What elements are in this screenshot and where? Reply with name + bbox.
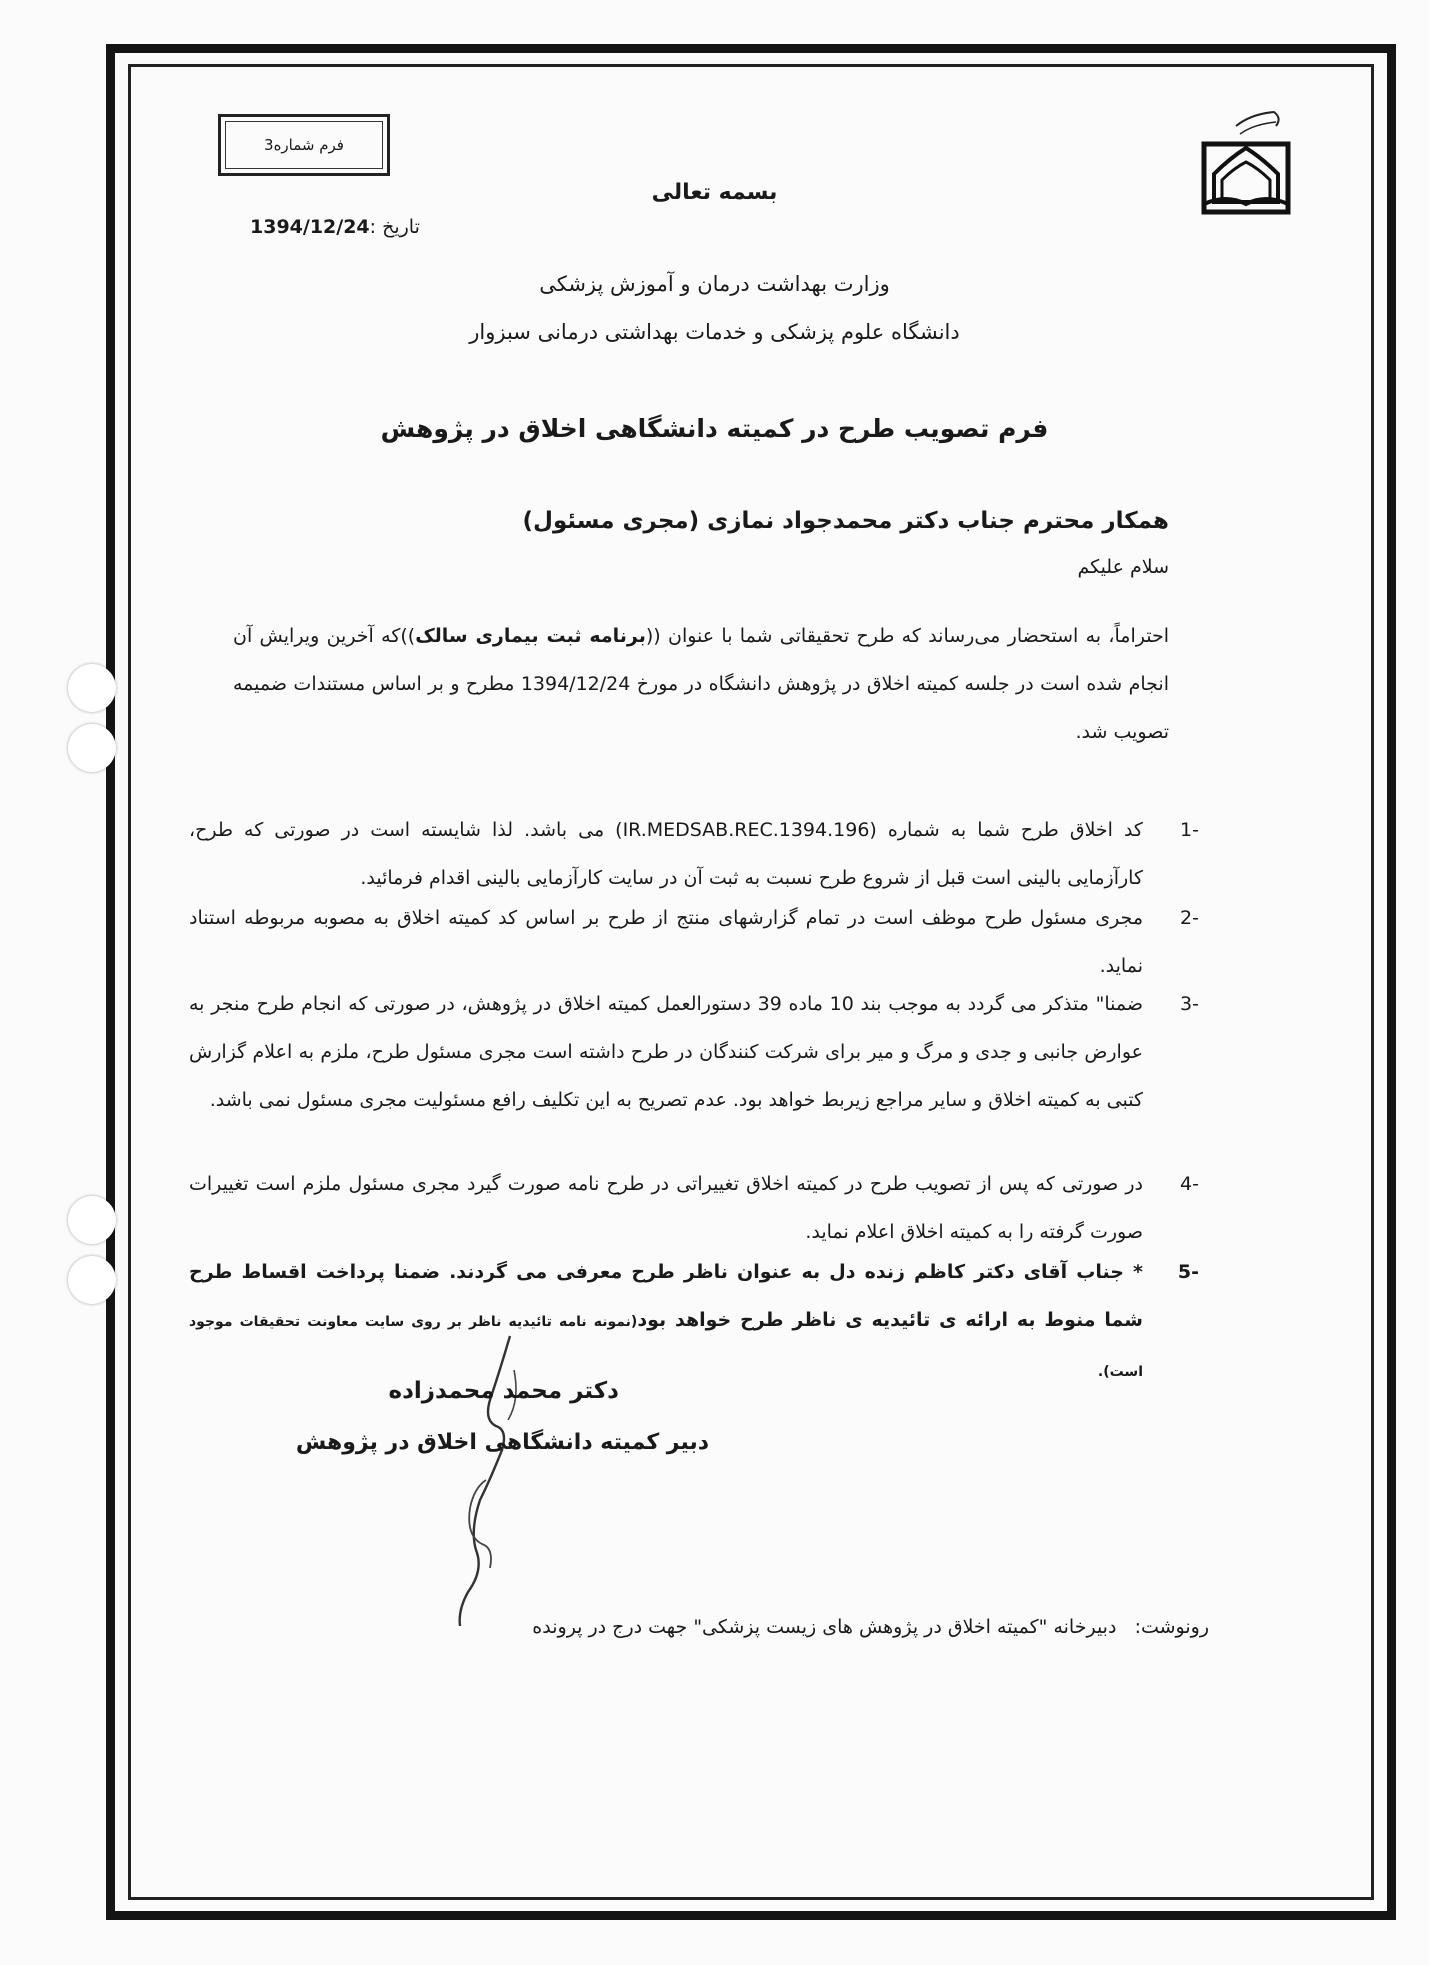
list-item-text: در صورتی که پس از تصویب طرح در کمیته اخلاق تغییراتی در طرح نامه صورت گیرد مجری مسئول ملزم است تغییرات صورت گرفته را به کمیته اخلاق اعلام نماید. — [189, 1173, 1143, 1243]
signatory-title: دبیر کمیته دانشگاهی اخلاق در پژوهش — [295, 1430, 709, 1455]
list-item — [189, 894, 1199, 990]
signatory-name: دکتر محمد محمدزاده — [388, 1378, 619, 1404]
form-number-box — [218, 114, 390, 176]
list-item-text: ضمنا" متذکر می گردد به موجب بند 10 ماده 39 دستورالعمل کمیته اخلاق در پژوهش، در صورتی که انجام طرح منجر به عوارض جانبی و جدی و مرگ و میر برای شرکت کنندگان در طرح داشته است مجری مسئول طرح، ملزم به اعلام گزارش کتبی به کمیته اخلاق و سایر مراجع زیربط خواهد بود. عدم تصریح به این تکلیف رافع مسئولیت مجری مسئول نمی باشد. — [189, 993, 1143, 1111]
project-title: برنامه ثبت بیماری سالک — [415, 625, 646, 647]
supervisor-text: * جناب آقای دکتر کاظم زنده دل به عنوان ناظر طرح معرفی می گردند. ضمنا پرداخت اقساط طرح شما منوط به ارائه ی تائیدیه ی ناظر طرح خواهد بود — [189, 1261, 1143, 1331]
intro-part2: ))که آخرین ویرایش آن انجام شده است در جلسه کمیته اخلاق در پژوهش دانشگاه در مورخ 1394/12/24 مطرح و بر اساس مستندات ضمیمه تصویب شد. — [233, 625, 1169, 743]
list-item-number: -5 — [1177, 1261, 1199, 1283]
list-item-number: -2 — [1180, 907, 1199, 929]
list-item-number: -3 — [1180, 993, 1199, 1015]
date-label: تاریخ : — [369, 216, 420, 238]
date-line — [250, 216, 420, 238]
list-item-number: -1 — [1180, 819, 1199, 841]
form-title: فرم تصویب طرح در کمیته دانشگاهی اخلاق در پژوهش — [380, 414, 1049, 443]
hole-punch-mark — [68, 664, 116, 712]
list-item — [189, 980, 1199, 1124]
list-item — [189, 806, 1199, 902]
list-item-text — [189, 1248, 1143, 1396]
cc-text: دبیرخانه "کمیته اخلاق در پژوهش های زیست پزشکی" جهت درج در پرونده — [532, 1616, 1117, 1638]
hole-punch-mark — [68, 724, 116, 772]
university-name: دانشگاه علوم پزشکی و خدمات بهداشتی درمانی سبزوار — [469, 320, 960, 344]
cc-line — [532, 1616, 1209, 1638]
ministry-name: وزارت بهداشت درمان و آموزش پزشکی — [539, 272, 890, 296]
date-value: 1394/12/24 — [250, 216, 370, 238]
greeting: سلام علیکم — [1077, 556, 1169, 578]
basmala: بسمه تعالی — [651, 180, 778, 205]
supervisor-note: (نمونه نامه تائیدیه ناظر بر روی سایت معاونت تحقیقات موجود است). — [189, 1314, 1143, 1380]
intro-part1: احتراماً، به استحضار می‌رساند که طرح تحقیقاتی شما با عنوان (( — [645, 625, 1169, 647]
hole-punch-mark — [68, 1196, 116, 1244]
form-number-label: فرم شماره3 — [225, 121, 383, 169]
intro-paragraph — [233, 612, 1169, 756]
list-item — [189, 1248, 1199, 1396]
list-item-text: مجری مسئول طرح موظف است در تمام گزارشهای منتج از طرح بر اساس کد کمیته اخلاق به مصوبه مربوطه استناد نماید. — [189, 907, 1143, 977]
cc-label: رونوشت: — [1134, 1616, 1209, 1638]
list-item-text: کد اخلاق طرح شما به شماره (IR.MEDSAB.REC.1394.196) می باشد. لذا شایسته است در صورتی که طرح، کارآزمایی بالینی است قبل از شروع طرح نسبت به ثبت آن در سایت کارآزمایی بالینی اقدام فرمائید. — [189, 819, 1143, 889]
list-item-number: -4 — [1180, 1173, 1199, 1195]
list-item — [189, 1160, 1199, 1256]
handwritten-signature — [430, 1330, 550, 1630]
recipient: همکار محترم جناب دکتر محمدجواد نمازی (مجری مسئول) — [522, 508, 1169, 534]
hole-punch-mark — [68, 1256, 116, 1304]
